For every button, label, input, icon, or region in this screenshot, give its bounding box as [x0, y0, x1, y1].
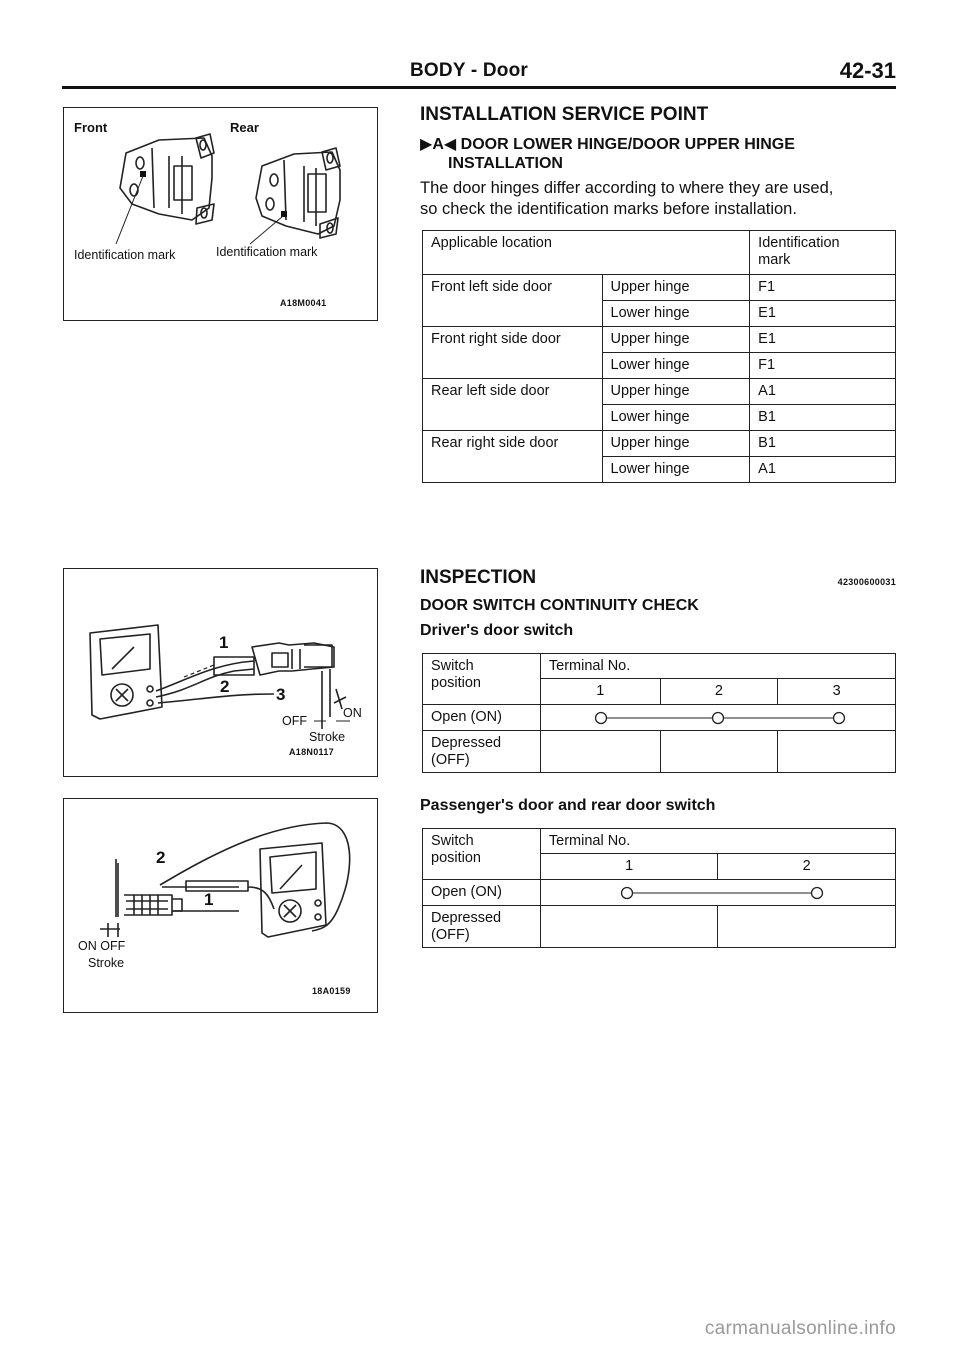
terminal-2-header: 2: [660, 679, 778, 705]
terminal-3-label: 3: [276, 685, 286, 704]
header-identification-mark: [750, 231, 896, 275]
figure-code: A18N0117: [289, 747, 334, 757]
play-marker-icon: ▶: [420, 136, 433, 153]
paragraph-line-2: so check the identification marks before installation.: [420, 200, 797, 218]
mark-cell: A1: [750, 457, 896, 483]
driver-switch-table: [422, 653, 896, 773]
on-off-label: ON OFF: [78, 939, 126, 953]
depressed-line2: (OFF): [431, 752, 470, 768]
passenger-switch-title: Passenger's door and rear door switch: [420, 797, 716, 814]
header-id-line1: Identification: [758, 235, 840, 251]
empty-cell: [660, 731, 778, 773]
lower-hinge-cell: Lower hinge: [602, 457, 750, 483]
depressed-line1: Depressed: [431, 735, 502, 751]
continuity-terminal-1: [595, 713, 606, 724]
empty-cell: [718, 906, 896, 948]
rear-label: Rear: [230, 120, 259, 135]
driver-switch-title: Driver's door switch: [420, 622, 574, 639]
row-open-on: Open (ON): [423, 705, 541, 731]
row-depressed-off: [423, 731, 541, 773]
door-cell: Front left side door: [423, 275, 603, 327]
upper-hinge-cell: Upper hinge: [602, 431, 750, 457]
inspection-code: 42300600031: [837, 577, 896, 587]
front-label: Front: [74, 120, 108, 135]
hinge-figure: [63, 107, 378, 321]
paragraph-line-1: The door hinges differ according to where they are used,: [420, 179, 834, 197]
door-cell: Rear right side door: [423, 431, 603, 483]
terminal-3-header: 3: [778, 679, 896, 705]
door-cell: Front right side door: [423, 327, 603, 379]
depressed-line1: Depressed: [431, 910, 502, 926]
header-terminal-no: Terminal No.: [540, 829, 895, 854]
header-applicable-location: Applicable location: [423, 231, 750, 275]
switch-line1: Switch: [431, 658, 474, 674]
on-label: ON: [343, 706, 362, 720]
terminal-2-label: 2: [220, 677, 230, 696]
figure-code: 18A0159: [312, 986, 351, 996]
inspection-title: INSPECTION: [420, 567, 537, 588]
continuity-cell: [540, 705, 895, 731]
continuity-line: [541, 705, 897, 731]
header-terminal-no: Terminal No.: [540, 654, 895, 679]
continuity-terminal-2: [712, 713, 723, 724]
terminal-1-label: 1: [219, 633, 229, 652]
tester-illustration-2: [64, 799, 377, 1012]
mark-cell: B1: [750, 431, 896, 457]
switch-line2: position: [431, 850, 481, 866]
continuity-line: [541, 880, 897, 906]
terminal-2-header: 2: [718, 854, 896, 880]
header-id-line2: mark: [758, 252, 791, 268]
header-switch-position: [423, 654, 541, 705]
tester-illustration: [64, 569, 377, 776]
identification-mark-label-rear: Identification mark: [216, 245, 318, 259]
hinge-identification-table: [422, 230, 896, 483]
lower-hinge-cell: Lower hinge: [602, 353, 750, 379]
door-cell: Rear left side door: [423, 379, 603, 431]
lower-hinge-cell: Lower hinge: [602, 405, 750, 431]
page-number: 42-31: [839, 58, 896, 83]
driver-switch-figure: [63, 568, 378, 777]
upper-hinge-cell: Upper hinge: [602, 379, 750, 405]
continuity-cell: [540, 880, 895, 906]
mark-cell: B1: [750, 405, 896, 431]
installation-subtitle-line1: DOOR LOWER HINGE/DOOR UPPER HINGE: [460, 136, 795, 153]
installation-subtitle: [420, 135, 795, 173]
depressed-line2: (OFF): [431, 927, 470, 943]
continuity-terminal-1: [621, 888, 632, 899]
page-title: BODY - Door: [410, 60, 528, 81]
upper-hinge-cell: Upper hinge: [602, 275, 750, 301]
identification-mark-label-front: Identification mark: [74, 248, 176, 262]
installation-paragraph: [420, 178, 833, 220]
continuity-check-title: DOOR SWITCH CONTINUITY CHECK: [420, 597, 699, 614]
continuity-terminal-3: [833, 713, 844, 724]
hinge-illustration: [64, 108, 377, 320]
row-depressed-off: [423, 906, 541, 948]
stroke-label: Stroke: [309, 730, 346, 744]
terminal-1-header: 1: [540, 679, 660, 705]
terminal-1-header: 1: [540, 854, 718, 880]
lower-hinge-cell: Lower hinge: [602, 301, 750, 327]
switch-line2: position: [431, 675, 481, 691]
mark-cell: E1: [750, 301, 896, 327]
passenger-switch-figure: [63, 798, 378, 1013]
mark-cell: E1: [750, 327, 896, 353]
passenger-switch-table: [422, 828, 896, 948]
header-rule: [62, 86, 896, 89]
switch-line1: Switch: [431, 833, 474, 849]
installation-subtitle-line2: INSTALLATION: [448, 155, 563, 172]
figure-code: A18M0041: [280, 298, 327, 308]
service-marker: A: [432, 136, 444, 153]
off-label: OFF: [282, 714, 307, 728]
continuity-terminal-2: [811, 888, 822, 899]
row-open-on: Open (ON): [423, 880, 541, 906]
mark-cell: F1: [750, 353, 896, 379]
empty-cell: [540, 731, 660, 773]
watermark: carmanualsonline.info: [704, 1318, 896, 1339]
back-marker-icon: ◀: [443, 136, 457, 153]
header-switch-position: [423, 829, 541, 880]
terminal-2-label: 2: [156, 848, 166, 867]
empty-cell: [540, 906, 718, 948]
empty-cell: [778, 731, 896, 773]
upper-hinge-cell: Upper hinge: [602, 327, 750, 353]
stroke-label: Stroke: [88, 956, 125, 970]
mark-cell: F1: [750, 275, 896, 301]
terminal-1-label: 1: [204, 890, 214, 909]
installation-title: INSTALLATION SERVICE POINT: [420, 104, 709, 125]
mark-cell: A1: [750, 379, 896, 405]
